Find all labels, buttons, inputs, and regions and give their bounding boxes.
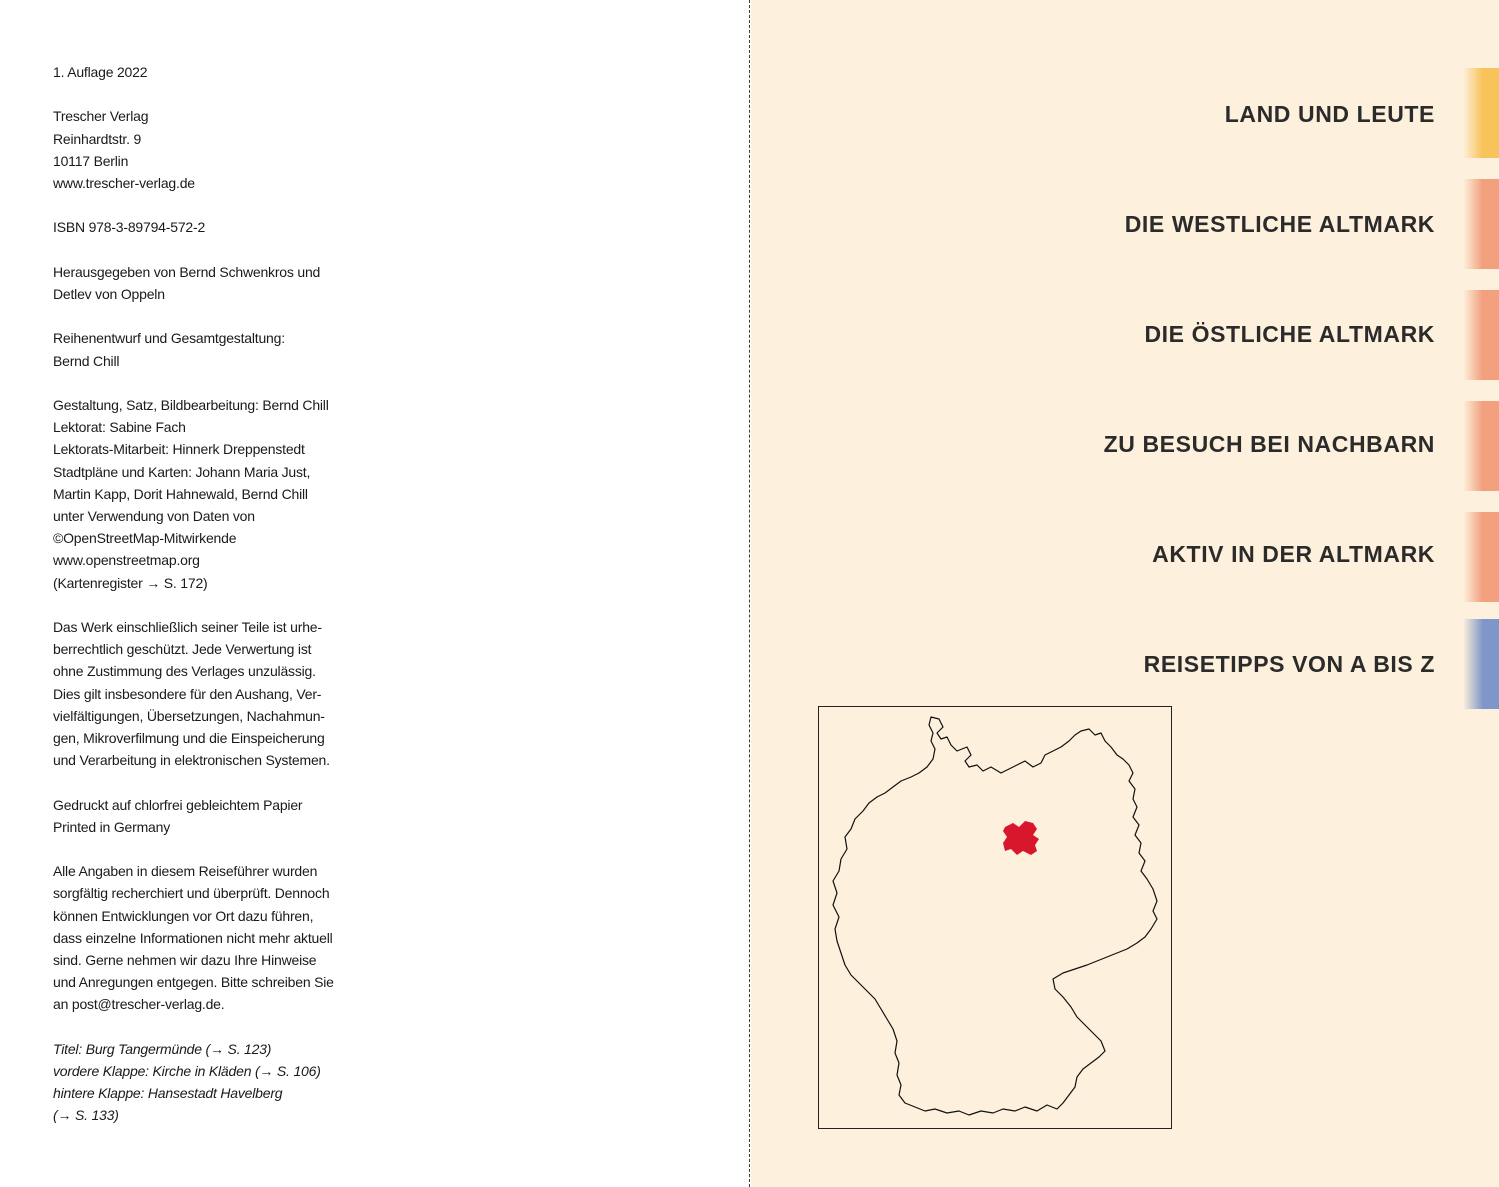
imprint	[53, 61, 373, 1149]
chapter-link[interactable]: ZU BESUCH BEI NACHBARN	[1103, 431, 1435, 457]
imprint-line: (Kartenregister → S. 172)	[53, 574, 208, 591]
fold-line	[749, 0, 750, 1187]
imprint-line: Alle Angaben in diesem Reiseführer wurden	[53, 863, 318, 880]
imprint-line: an post@trescher-verlag.de.	[53, 996, 225, 1013]
chapter-tab[interactable]	[1463, 401, 1499, 491]
imprint-line: und Verarbeitung in elektronischen Systemen.	[53, 752, 330, 769]
imprint-line: 10117 Berlin	[53, 152, 129, 169]
imprint-line: dass einzelne Informationen nicht mehr aktuell	[53, 929, 333, 946]
germany-map	[818, 706, 1172, 1129]
imprint-line: Reihenentwurf und Gesamtgestaltung:	[53, 330, 285, 347]
imprint-line: Stadtpläne und Karten: Johann Maria Just,	[53, 463, 311, 480]
imprint-line: (→ S. 133)	[53, 1107, 119, 1124]
altmark-region	[1003, 821, 1039, 855]
imprint-line: Trescher Verlag	[53, 108, 149, 125]
imprint-line: ©OpenStreetMap-Mitwirkende	[53, 530, 237, 547]
imprint-line: gen, Mikroverfilmung und die Einspeicherung	[53, 730, 325, 746]
imprint-line: ISBN 978-3-89794-572-2	[53, 219, 206, 236]
imprint-block	[53, 394, 373, 594]
imprint-line: Lektorat: Sabine Fach	[53, 419, 186, 436]
imprint-line: Printed in Germany	[53, 818, 171, 835]
imprint-line: und Anregungen entgegen. Bitte schreiben Sie	[53, 974, 334, 991]
imprint-line: Dies gilt insbesondere für den Aushang, Ver-	[53, 685, 322, 702]
imprint-line: Lektorats-Mitarbeit: Hinnerk Dreppenstedt	[53, 441, 305, 458]
imprint-line: Das Werk einschließlich seiner Teile ist urhe-	[53, 618, 322, 635]
imprint-line: sind. Gerne nehmen wir dazu Ihre Hinweise	[53, 952, 317, 968]
imprint-block	[53, 216, 373, 238]
chapter-link[interactable]: DIE ÖSTLICHE ALTMARK	[1144, 321, 1435, 347]
imprint-block	[53, 794, 373, 838]
imprint-block	[53, 61, 373, 83]
chapter-link[interactable]: REISETIPPS VON A BIS Z	[1143, 651, 1435, 677]
chapter-link[interactable]: AKTIV IN DER ALTMARK	[1152, 541, 1435, 567]
imprint-line: Titel: Burg Tangermünde (→ S. 123)	[53, 1040, 272, 1057]
imprint-line: sorgfältig recherchiert und überprüft. Dennoch	[53, 885, 330, 902]
imprint-block	[53, 860, 373, 1015]
imprint-line: vordere Klappe: Kirche in Kläden (→ S. 106)	[53, 1063, 321, 1079]
imprint-line: unter Verwendung von Daten von	[53, 507, 255, 524]
imprint-line: ohne Zustimmung des Verlages unzulässig.	[53, 663, 316, 680]
chapter-tab[interactable]	[1463, 619, 1499, 709]
imprint-block	[53, 261, 373, 305]
imprint-line: können Entwicklungen vor Ort dazu führen,	[53, 907, 314, 924]
imprint-line: Gestaltung, Satz, Bildbearbeitung: Bernd Chill	[53, 396, 329, 413]
imprint-block	[53, 105, 373, 194]
imprint-line: 1. Auflage 2022	[53, 64, 148, 80]
imprint-block	[53, 616, 373, 771]
imprint-block	[53, 1038, 373, 1127]
imprint-line: berrechtlich geschützt. Jede Verwertung ist	[53, 641, 312, 658]
imprint-line: Bernd Chill	[53, 352, 120, 369]
germany-outline	[833, 717, 1157, 1115]
imprint-line: Martin Kapp, Dorit Hahnewald, Bernd Chill	[53, 485, 308, 502]
imprint-block	[53, 327, 373, 371]
imprint-line: www.trescher-verlag.de	[53, 175, 195, 191]
chapter-link[interactable]: DIE WESTLICHE ALTMARK	[1124, 211, 1435, 237]
chapter-tab[interactable]	[1463, 179, 1499, 269]
chapter-tab[interactable]	[1463, 68, 1499, 158]
imprint-line: www.openstreetmap.org	[53, 552, 200, 569]
imprint-line: hintere Klappe: Hansestadt Havelberg	[53, 1085, 283, 1102]
chapter-tab[interactable]	[1463, 290, 1499, 380]
imprint-line: vielfältigungen, Übersetzungen, Nachahmun-	[53, 707, 325, 724]
imprint-line: Herausgegeben von Bernd Schwenkros und	[53, 263, 321, 280]
chapter-link[interactable]: LAND UND LEUTE	[1224, 101, 1435, 127]
imprint-line: Reinhardtstr. 9	[53, 130, 142, 147]
chapter-tab[interactable]	[1463, 512, 1499, 602]
imprint-line: Detlev von Oppeln	[53, 285, 165, 302]
imprint-line: Gedruckt auf chlorfrei gebleichtem Papier	[53, 796, 303, 813]
germany-map-svg	[819, 707, 1171, 1128]
